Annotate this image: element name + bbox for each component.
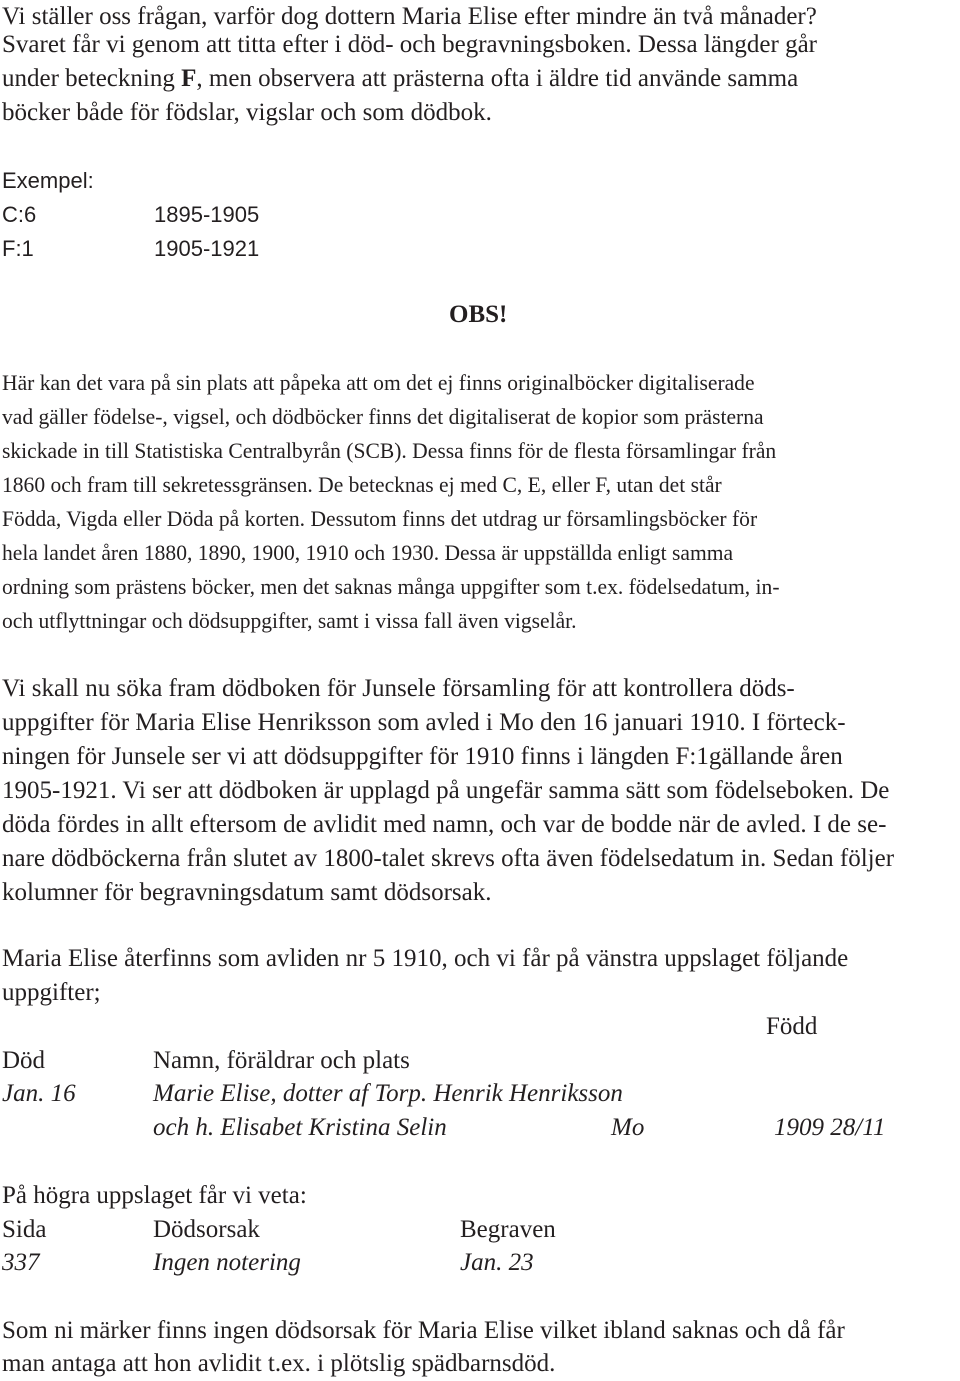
para2-line: Vi skall nu söka fram dödboken för Junsele församling för att kontrollera döds- <box>2 675 795 702</box>
para2-line: 1905-1921. Vi ser att dödboken är upplagd på ungefär samma sätt som födelseboken. De <box>2 777 890 804</box>
dodsorsak-header: Dödsorsak <box>153 1216 260 1243</box>
fodd-header: Född <box>766 1013 818 1040</box>
sida-header: Sida <box>2 1216 47 1243</box>
para1-line-1: Vi ställer oss frågan, varför dog dottern Maria Elise efter mindre än två månader? <box>2 3 817 30</box>
example-years: 1905-1921 <box>154 236 260 261</box>
obs-line: ordning som prästens böcker, men det saknas många uppgifter som t.ex. födelsedatum, in- <box>2 574 780 599</box>
para2-line: döda fördes in allt eftersom de avlidit med namn, och var de bodde när de avled. I de se- <box>2 811 887 838</box>
name-line-1: Marie Elise, dotter af Torp. Henrik Henriksson <box>153 1080 623 1107</box>
dod-header: Död <box>2 1047 46 1074</box>
example-years: 1895-1905 <box>154 202 260 227</box>
obs-line: Födda, Vigda eller Döda på korten. Dessutom finns det utdrag ur församlingsböcker för <box>2 506 758 531</box>
place: Mo <box>611 1114 645 1141</box>
sida-value: 337 <box>2 1249 40 1276</box>
para1-line-3-bold: F <box>181 65 197 92</box>
para1-line-2: Svaret får vi genom att titta efter i död- och begravningsboken. Dessa längder går <box>2 31 818 58</box>
obs-line: och utflyttningar och dödsuppgifter, samt i vissa fall även vigselår. <box>2 608 577 633</box>
para3-line: Maria Elise återfinns som avliden nr 5 1910, och vi får på vänstra uppslaget följande <box>2 945 849 972</box>
obs-heading: OBS! <box>449 301 508 328</box>
para1-line-3 <box>2 62 798 96</box>
conclusion-line: man antaga att hon avlidit t.ex. i plötslig spädbarnsdöd. <box>2 1350 556 1377</box>
para1-line-3-post: , men observera att prästerna ofta i äldre tid använde samma <box>196 65 799 92</box>
begraven-header: Begraven <box>460 1216 556 1243</box>
example-label: Exempel: <box>2 168 94 193</box>
example-code: F:1 <box>2 236 34 261</box>
obs-line: vad gäller födelse-, vigsel, och dödböcker finns det digitaliserat de kopior som prästerna <box>2 404 764 429</box>
para1-line-4: böcker både för födslar, vigslar och som dödbok. <box>2 99 492 126</box>
example-code: C:6 <box>2 202 37 227</box>
namn-header: Namn, föräldrar och plats <box>153 1047 410 1074</box>
para2-line: kolumner för begravningsdatum samt dödsorsak. <box>2 879 492 906</box>
obs-line: skickade in till Statistiska Centralbyrån (SCB). Dessa finns för de flesta församlingar från <box>2 438 777 463</box>
para2-line: nare dödböckerna från slutet av 1800-talet skrevs ofta även födelsedatum in. Sedan följer <box>2 845 895 872</box>
dodsorsak-value: Ingen notering <box>153 1249 301 1276</box>
begraven-value: Jan. 23 <box>460 1249 534 1276</box>
para1-line-3-pre: under beteckning <box>2 65 182 92</box>
death-date: Jan. 16 <box>2 1080 76 1107</box>
birth-date: 1909 28/11 <box>774 1114 886 1141</box>
para2-line: uppgifter för Maria Elise Henriksson som avled i Mo den 16 januari 1910. I förteck- <box>2 709 846 736</box>
right-intro: På högra uppslaget får vi veta: <box>2 1182 307 1209</box>
obs-line: 1860 och fram till sekretessgränsen. De betecknas ej med C, E, eller F, utan det står <box>2 472 722 497</box>
obs-line: Här kan det vara på sin plats att påpeka att om det ej finns originalböcker digitaliserade <box>2 370 755 395</box>
name-line-2: och h. Elisabet Kristina Selin <box>153 1114 447 1141</box>
para3-line: uppgifter; <box>2 979 101 1006</box>
para2-line: ningen för Junsele ser vi att dödsuppgifter för 1910 finns i längden F:1gällande åren <box>2 743 843 770</box>
obs-line: hela landet åren 1880, 1890, 1900, 1910 och 1930. Dessa är uppställda enligt samma <box>2 540 734 565</box>
conclusion-line: Som ni märker finns ingen dödsorsak för Maria Elise vilket ibland saknas och då får <box>2 1317 845 1344</box>
